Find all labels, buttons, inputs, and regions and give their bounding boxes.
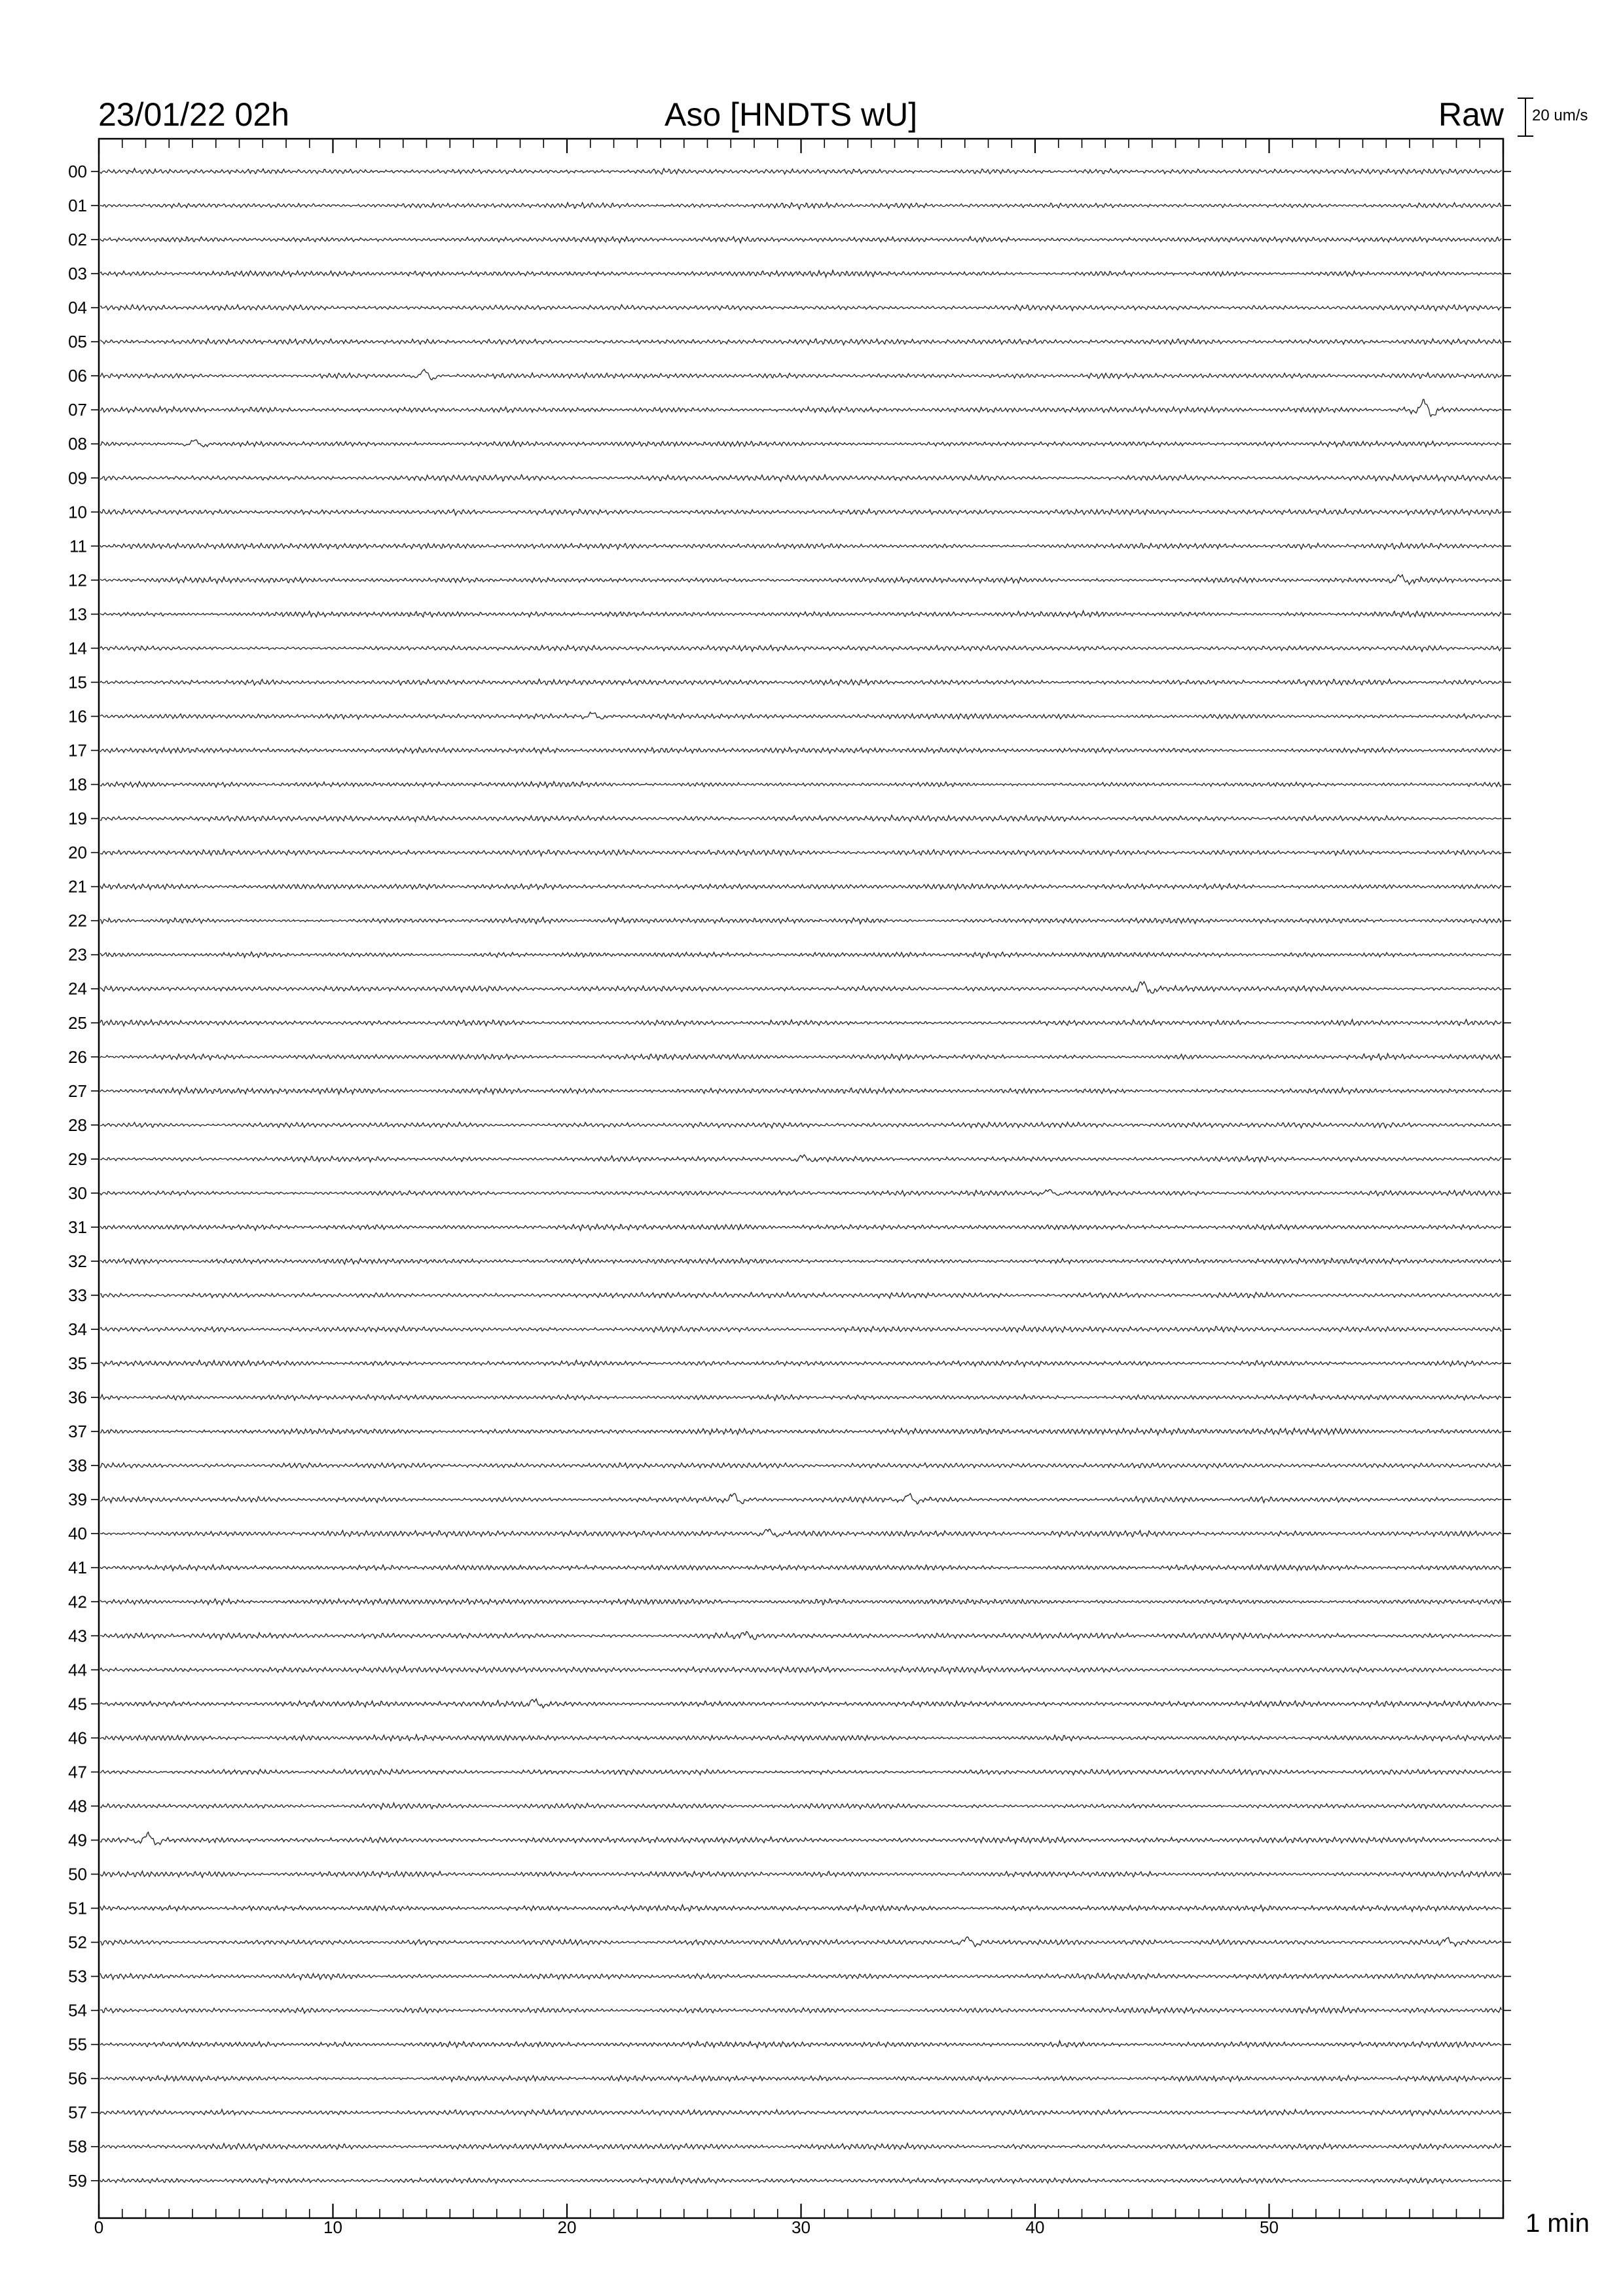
trace-row-51 [100, 1905, 1502, 1911]
amplitude-scale-bar [1518, 98, 1533, 136]
x-axis-tick-labels [94, 2217, 1279, 2237]
trace-row-08 [100, 440, 1502, 447]
row-label: 04 [68, 298, 87, 318]
row-label: 56 [68, 2068, 87, 2089]
trace-row-41 [100, 1565, 1502, 1571]
row-label: 19 [68, 808, 87, 829]
row-label: 33 [68, 1285, 87, 1305]
trace-row-33 [100, 1292, 1502, 1298]
trace-row-28 [100, 1122, 1502, 1128]
trace-row-42 [100, 1599, 1502, 1605]
row-label: 38 [68, 1456, 87, 1476]
row-label: 50 [68, 1864, 87, 1884]
traces [100, 168, 1502, 2184]
trace-row-50 [100, 1871, 1502, 1878]
row-label: 16 [68, 706, 87, 726]
row-label: 10 [68, 502, 87, 522]
trace-row-01 [100, 203, 1502, 209]
trace-row-58 [100, 2144, 1502, 2151]
row-label: 29 [68, 1149, 87, 1169]
row-labels [68, 162, 1511, 2191]
row-label: 53 [68, 1966, 87, 1986]
trace-row-35 [100, 1360, 1502, 1367]
station-title: Aso [HNDTS wU] [665, 96, 918, 133]
row-label: 02 [68, 230, 87, 250]
trace-row-38 [100, 1463, 1502, 1469]
mode-label: Raw [1438, 96, 1504, 133]
trace-row-03 [100, 270, 1502, 278]
row-label: 32 [68, 1251, 87, 1271]
x-tick-label: 10 [323, 2217, 342, 2237]
trace-row-10 [100, 509, 1502, 516]
trace-row-26 [100, 1054, 1502, 1060]
trace-row-04 [100, 305, 1502, 312]
trace-row-47 [100, 1769, 1502, 1775]
row-label: 31 [68, 1217, 87, 1237]
trace-row-16 [100, 712, 1502, 719]
row-label: 06 [68, 366, 87, 386]
trace-row-13 [100, 611, 1502, 617]
trace-row-21 [100, 884, 1502, 889]
row-label: 05 [68, 332, 87, 352]
trace-row-37 [100, 1428, 1502, 1435]
trace-row-17 [100, 747, 1502, 754]
x-tick-label: 0 [94, 2217, 104, 2237]
x-axis-ticks [99, 139, 1503, 2218]
row-label: 03 [68, 264, 87, 284]
row-label: 35 [68, 1354, 87, 1374]
row-label: 24 [68, 978, 87, 999]
row-label: 08 [68, 434, 87, 454]
row-label: 52 [68, 1932, 87, 1952]
row-label: 26 [68, 1047, 87, 1067]
row-label: 48 [68, 1796, 87, 1816]
trace-row-06 [100, 369, 1502, 380]
trace-row-23 [100, 952, 1502, 958]
row-label: 55 [68, 2034, 87, 2054]
x-tick-label: 50 [1260, 2217, 1279, 2237]
row-label: 17 [68, 740, 87, 761]
trace-row-30 [100, 1189, 1502, 1196]
row-label: 51 [68, 1898, 87, 1918]
row-label: 42 [68, 1592, 87, 1612]
row-label: 13 [68, 604, 87, 624]
trace-row-39 [100, 1494, 1502, 1504]
trace-row-54 [100, 2007, 1502, 2013]
plot-frame [99, 139, 1503, 2218]
trace-row-53 [100, 1973, 1502, 1980]
trace-row-45 [100, 1699, 1502, 1708]
trace-row-09 [100, 475, 1502, 481]
x-tick-label: 20 [557, 2217, 577, 2237]
row-label: 25 [68, 1013, 87, 1033]
trace-row-14 [100, 645, 1502, 652]
trace-row-02 [100, 236, 1502, 243]
x-tick-label: 30 [792, 2217, 811, 2237]
trace-row-12 [100, 575, 1502, 584]
trace-row-57 [100, 2109, 1502, 2116]
row-label: 07 [68, 400, 87, 420]
trace-row-20 [100, 850, 1502, 856]
trace-row-05 [100, 339, 1502, 345]
row-label: 57 [68, 2102, 87, 2123]
trace-row-29 [100, 1155, 1502, 1162]
trace-row-19 [100, 815, 1502, 821]
trace-row-48 [100, 1803, 1502, 1810]
row-label: 21 [68, 876, 87, 897]
trace-row-44 [100, 1666, 1502, 1674]
amplitude-scale-label: 20 um/s [1532, 107, 1588, 124]
row-label: 30 [68, 1183, 87, 1203]
row-label: 46 [68, 1728, 87, 1748]
row-label: 00 [68, 162, 87, 181]
trace-row-46 [100, 1734, 1502, 1741]
row-label: 44 [68, 1660, 87, 1680]
row-label: 01 [68, 196, 87, 216]
trace-row-34 [100, 1326, 1502, 1333]
row-label: 37 [68, 1422, 87, 1442]
row-label: 54 [68, 2000, 87, 2020]
row-label: 28 [68, 1115, 87, 1135]
trace-row-00 [100, 168, 1502, 174]
row-label: 27 [68, 1081, 87, 1101]
trace-row-40 [100, 1529, 1502, 1537]
trace-row-22 [100, 917, 1502, 924]
row-label: 18 [68, 774, 87, 795]
row-label: 59 [68, 2170, 87, 2191]
trace-row-11 [100, 543, 1502, 549]
trace-row-07 [100, 399, 1502, 416]
trace-row-18 [100, 781, 1502, 787]
row-label: 49 [68, 1830, 87, 1850]
row-label: 47 [68, 1762, 87, 1782]
trace-row-25 [100, 1020, 1502, 1026]
x-unit-label: 1 min [1525, 2209, 1590, 2238]
row-label: 41 [68, 1558, 87, 1578]
trace-row-32 [100, 1259, 1502, 1265]
trace-row-56 [100, 2075, 1502, 2081]
trace-row-43 [100, 1632, 1502, 1640]
row-label: 15 [68, 672, 87, 692]
row-label: 22 [68, 910, 87, 931]
trace-row-59 [100, 2178, 1502, 2184]
trace-row-15 [100, 679, 1502, 686]
row-label: 58 [68, 2136, 87, 2157]
date-hour-label: 23/01/22 02h [98, 96, 289, 133]
row-label: 45 [68, 1694, 87, 1714]
trace-row-55 [100, 2041, 1502, 2048]
row-label: 14 [68, 638, 87, 658]
row-label: 09 [68, 468, 87, 488]
row-label: 40 [68, 1524, 87, 1544]
row-label: 11 [69, 536, 87, 556]
trace-row-52 [100, 1937, 1502, 1946]
trace-row-49 [100, 1832, 1502, 1844]
trace-row-31 [100, 1225, 1502, 1231]
row-label: 20 [68, 842, 87, 863]
x-tick-label: 40 [1025, 2217, 1045, 2237]
row-label: 39 [68, 1490, 87, 1510]
row-label: 34 [68, 1319, 87, 1340]
trace-row-36 [100, 1394, 1502, 1400]
trace-row-24 [100, 982, 1502, 994]
trace-row-27 [100, 1088, 1502, 1094]
row-label: 12 [68, 570, 87, 590]
row-label: 36 [68, 1388, 87, 1408]
row-label: 23 [68, 944, 87, 965]
row-label: 43 [68, 1626, 87, 1646]
